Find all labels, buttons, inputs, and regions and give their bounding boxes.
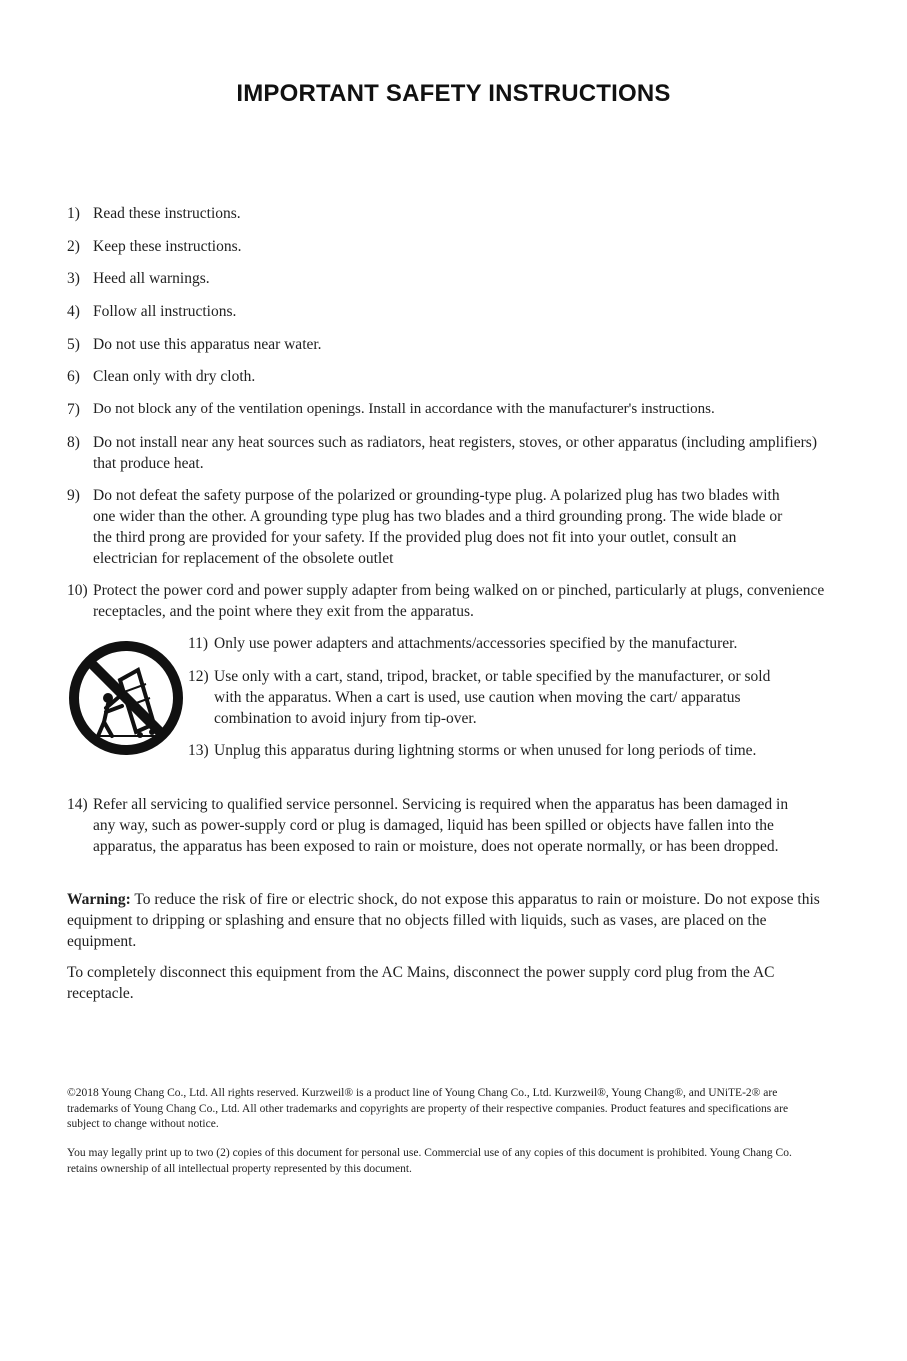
instruction-text: Do not install near any heat sources such as radiators, heat registers, stoves, or other apparatus (including amplifiers) that produce heat. [93,434,817,472]
instruction-14 [67,794,807,857]
instruction-12 [188,666,798,729]
instruction-text: Heed all warnings. [93,270,210,287]
instruction-number: 11) [188,635,209,652]
instruction-number: 1) [67,205,80,222]
instruction-1 [67,203,827,224]
instruction-5 [67,334,827,355]
instruction-text: Do not use this apparatus near water. [93,336,322,353]
instruction-number: 14) [67,796,88,813]
instruction-text: Protect the power cord and power supply adapter from being walked on or pinched, particularly at plugs, convenience receptacles, and the point where they exit from the apparatus. [93,582,825,620]
instruction-text: Do not defeat the safety purpose of the polarized or grounding-type plug. A polarized plug has two blades with one wider than the other. A grounding type plug has two blades and a third grounding prong. The wide blade or the third prong are provided for your safety. If the provided plug does not fit into your outlet, consult an electrician for replacement of the obsolete outlet [93,487,783,567]
instruction-4 [67,301,827,322]
instruction-11 [188,633,798,654]
instruction-3 [67,268,827,289]
instruction-number: 5) [67,336,80,353]
instruction-7 [67,399,827,420]
instruction-text: Only use power adapters and attachments/accessories specified by the manufacturer. [214,635,738,652]
instruction-number: 4) [67,303,80,320]
instruction-8 [67,432,827,474]
instruction-text: Clean only with dry cloth. [93,368,256,385]
instruction-number: 13) [188,742,209,759]
warning-paragraph [67,889,827,952]
instruction-number: 10) [67,582,88,599]
instruction-2 [67,236,827,257]
instruction-text: Use only with a cart, stand, tripod, bracket, or table specified by the manufacturer, or sold with the apparatus. When a cart is used, use caution when moving the cart/ apparatus combination to avoid injury from tip-over. [214,668,771,727]
instruction-number: 8) [67,434,80,451]
instruction-number: 6) [67,368,80,385]
instruction-number: 9) [67,487,80,504]
instruction-13 [188,740,798,761]
instruction-text: Unplug this apparatus during lightning storms or when unused for long periods of time. [214,742,757,759]
instruction-text: Follow all instructions. [93,303,237,320]
instruction-number: 7) [67,401,80,418]
page-title: IMPORTANT SAFETY INSTRUCTIONS [236,80,671,107]
instruction-number: 2) [67,238,80,255]
disconnect-paragraph: To completely disconnect this equipment from the AC Mains, disconnect the power supply cord plug from the AC receptacle. [67,964,775,1002]
warning-label: Warning: [67,891,131,908]
warning-text: To reduce the risk of fire or electric shock, do not expose this apparatus to rain or moisture. Do not expose this equipment to dripping or splashing and ensure that no objects filled with liquids, such as vases, are placed on the equipment. [67,891,820,950]
instruction-text: Read these instructions. [93,205,241,222]
instruction-text: Keep these instructions. [93,238,242,255]
instruction-number: 3) [67,270,80,287]
instruction-text: Refer all servicing to qualified service personnel. Servicing is required when the apparatus has been damaged in any way, such as power-supply cord or plug is damaged, liquid has been spilled or objects have fallen into the apparatus, the apparatus has been exposed to rain or moisture, does not operate normally, or has been dropped. [93,796,789,855]
print-notice: You may legally print up to two (2) copies of this document for personal use. Commercial use of any copies of this document is prohibited. Young Chang Co. retains ownership of all intellectual property represented by this document. [67,1147,792,1175]
instruction-text: Do not block any of the ventilation openings. Install in accordance with the manufacturer's instructions. [93,401,715,417]
instruction-10 [67,580,827,622]
instruction-9 [67,485,792,569]
cart-tip-over-warning-icon [68,640,184,756]
copyright-notice: ©2018 Young Chang Co., Ltd. All rights reserved. Kurzweil® is a product line of Young Chang Co., Ltd. Kurzweil®, Young Chang®, and UNiTE-2® are trademarks of Young Chang Co., Ltd. All other trademarks and copyrights are property of their respective companies. Product features and specifications are subject to change without notice. [67,1087,789,1130]
instruction-6 [67,366,827,387]
instruction-number: 12) [188,668,209,685]
